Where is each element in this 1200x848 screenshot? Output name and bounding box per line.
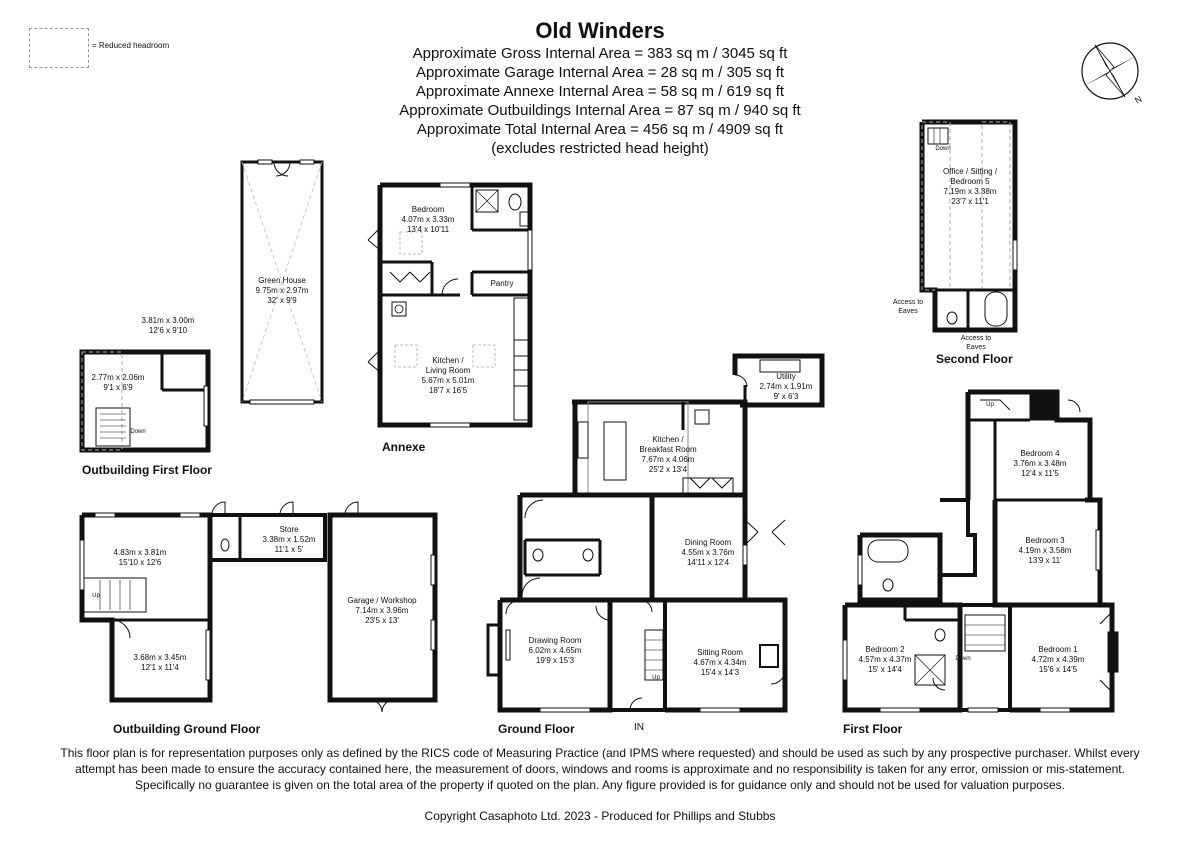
first-floor-label: First Floor <box>843 722 903 736</box>
bedroom2-metric: 4.57m x 4.37m <box>858 655 912 664</box>
sitting-metric: 4.67m x 4.34m <box>693 658 747 667</box>
annexe-bedroom-name: Bedroom <box>411 205 445 214</box>
area-note: (excludes restricted head height) <box>491 140 709 157</box>
eaves-access-2-line2: Eaves <box>966 344 986 351</box>
first-stair-up-label: Up <box>986 402 994 408</box>
compass-north-label: N <box>1133 93 1144 106</box>
sitting-imperial: 15'4 x 14'3 <box>700 668 740 677</box>
bedroom4-metric: 3.76m x 3.48m <box>1013 459 1067 468</box>
drawing-name: Drawing Room <box>528 636 582 645</box>
annexe-bedroom-imperial: 13'4 x 10'11 <box>406 225 450 234</box>
sitting-name: Sitting Room <box>697 648 743 657</box>
office-metric: 7.19m x 3.38m <box>943 187 997 196</box>
annexe-kitchen-name: Kitchen / <box>432 356 464 365</box>
greenhouse-metric: 9.75m x 2.97m <box>255 286 309 295</box>
annexe-kitchen-name2: Living Room <box>425 366 471 375</box>
outbuilding-first-floor-label: Outbuilding First Floor <box>82 463 212 477</box>
ob-ground-room2-imperial: 12'1 x 11'4 <box>141 663 179 672</box>
dining-imperial: 14'11 x 12'4 <box>686 558 730 567</box>
bedroom1-imperial: 15'6 x 14'5 <box>1038 665 1078 674</box>
utility-imperial: 9' x 6'3 <box>773 392 799 401</box>
eaves-access-2-line1: Access to <box>960 335 992 342</box>
area-total: Approximate Total Internal Area = 456 sq m / 4909 sq ft <box>416 121 784 138</box>
garage-metric: 7.14m x 3.96m <box>355 606 409 615</box>
second-floor-plan <box>922 122 1017 330</box>
drawing-imperial: 19'9 x 15'3 <box>535 656 575 665</box>
annexe-kitchen-imperial: 18'7 x 16'5 <box>428 386 468 395</box>
ob-ground-room2-metric: 3.68m x 3.45m <box>133 653 187 662</box>
greenhouse-imperial: 32' x 9'9 <box>267 296 297 305</box>
bedroom4-imperial: 12'4 x 11'5 <box>1021 469 1059 478</box>
dining-name: Dining Room <box>684 538 732 547</box>
plan-title: Old Winders <box>535 18 665 43</box>
bedroom2-name: Bedroom 2 <box>865 645 905 654</box>
second-floor-label: Second Floor <box>936 352 1013 366</box>
compass-icon <box>1082 43 1144 106</box>
bedroom2-imperial: 15' x 14'4 <box>868 665 902 674</box>
drawing-metric: 6.02m x 4.65m <box>528 646 582 655</box>
reduced-headroom-legend: = Reduced headroom <box>92 41 170 50</box>
store-metric: 3.38m x 1.52m <box>262 535 316 544</box>
office-imperial: 23'7 x 11'1 <box>951 197 989 206</box>
first-stair-down-label: Down <box>955 656 971 662</box>
ob-first-room-metric: 2.77m x 2.06m <box>91 373 145 382</box>
store-imperial: 11'1 x 5' <box>274 545 304 554</box>
greenhouse-name: Green House <box>258 276 306 285</box>
bedroom3-imperial: 13'9 x 11' <box>1028 556 1062 565</box>
office-name2: Bedroom 5 <box>950 177 990 186</box>
kitchen-imperial: 25'2 x 13'4 <box>648 465 688 474</box>
store-name: Store <box>279 525 299 534</box>
bedroom3-metric: 4.19m x 3.58m <box>1018 546 1072 555</box>
loose-room-metric: 3.81m x 3.00m <box>141 316 195 325</box>
annexe-label: Annexe <box>382 440 426 454</box>
office-name: Office / Sitting / <box>942 167 998 176</box>
pantry-name: Pantry <box>490 279 514 288</box>
area-annexe: Approximate Annexe Internal Area = 58 sq m / 619 sq ft <box>415 83 785 100</box>
bedroom1-name: Bedroom 1 <box>1038 645 1078 654</box>
outbuilding-first-floor-plan <box>82 352 208 450</box>
disclaimer-text: This floor plan is for representation purposes only as defined by the RICS code of Measuring Practice (and IPMS where requested) and should be used as such by any prospective purchaser. Whilst every attempt has been made to ensure the accuracy contained here, the measurement of doors, windows and rooms is approximate and no responsibility is taken for any error, omission or mis-statement. Specifically no guarantee is given on the total area of the property if quoted on the plan. Any figure provided is for guidance only and should not be used for valuation purposes. <box>60 746 1140 792</box>
bedroom3-name: Bedroom 3 <box>1025 536 1065 545</box>
ob-ground-room1-imperial: 15'10 x 12'6 <box>118 558 162 567</box>
kitchen-name: Kitchen / <box>652 435 684 444</box>
area-outbuildings: Approximate Outbuildings Internal Area = 87 sq m / 940 sq ft <box>399 102 801 119</box>
area-garage: Approximate Garage Internal Area = 28 sq m / 305 sq ft <box>415 64 785 81</box>
annexe-bedroom-metric: 4.07m x 3.33m <box>401 215 455 224</box>
bedroom1-metric: 4.72m x 4.39m <box>1031 655 1085 664</box>
outbuilding-ground-floor-label: Outbuilding Ground Floor <box>113 722 261 736</box>
bedroom4-name: Bedroom 4 <box>1020 449 1060 458</box>
ob-ground-room1-metric: 4.83m x 3.81m <box>113 548 167 557</box>
first-floor-plan <box>843 392 1118 712</box>
ob-first-stair-label: Down <box>130 429 146 435</box>
eaves-access-1-line2: Eaves <box>898 308 918 315</box>
entrance-label: IN <box>634 722 644 733</box>
kitchen-name2: Breakfast Room <box>639 445 697 454</box>
copyright-text: Copyright Casaphoto Ltd. 2023 - Produced for Phillips and Stubbs <box>424 809 776 823</box>
ob-first-room-imperial: 9'1 x 6'9 <box>103 383 133 392</box>
ground-floor-label: Ground Floor <box>498 722 575 736</box>
garage-name: Garage / Workshop <box>347 596 417 605</box>
ground-stair-label: Up <box>652 675 660 681</box>
utility-metric: 2.74m x 1.91m <box>759 382 813 391</box>
ob-ground-stair-label: Up <box>92 593 100 599</box>
garage-imperial: 23'5 x 13' <box>365 616 399 625</box>
annexe-kitchen-metric: 5.67m x 5.01m <box>421 376 475 385</box>
kitchen-metric: 7.67m x 4.06m <box>641 455 695 464</box>
loose-room-imperial: 12'6 x 9'10 <box>148 326 188 335</box>
dining-metric: 4.55m x 3.76m <box>681 548 735 557</box>
second-stair-label: Down <box>935 146 951 152</box>
area-gross: Approximate Gross Internal Area = 383 sq m / 3045 sq ft <box>412 45 788 62</box>
eaves-access-1-line1: Access to <box>892 299 924 306</box>
utility-name: Utility <box>776 372 796 381</box>
